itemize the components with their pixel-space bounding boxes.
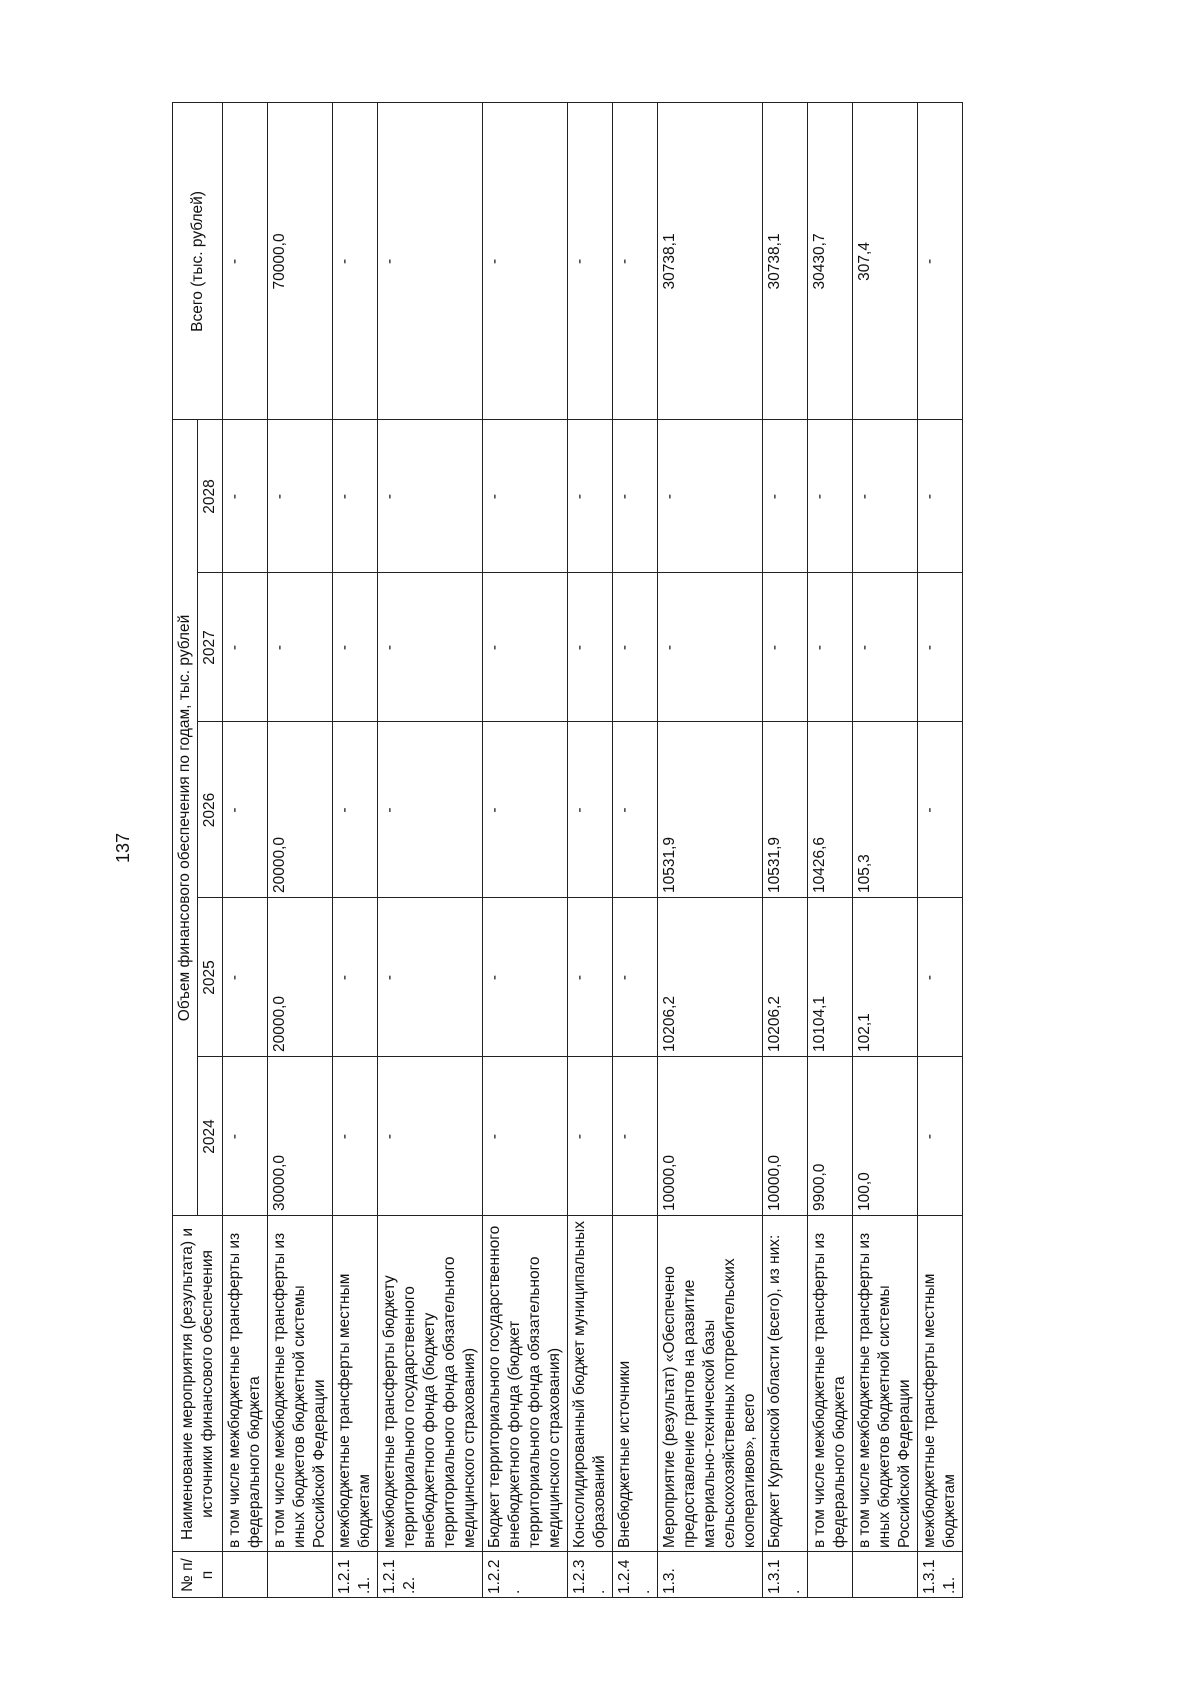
financing-table — [172, 102, 963, 1598]
header-name: Наименование мероприятия (результата) и источники финансового обеспечения — [173, 1216, 223, 1552]
row-year-value: 100,0 — [853, 1057, 918, 1216]
row-number — [808, 1552, 853, 1598]
row-year-value: - — [378, 419, 483, 572]
header-num: № п/п — [173, 1552, 223, 1598]
row-year-value: - — [658, 573, 763, 722]
row-total: - — [378, 102, 483, 419]
page-number: 137 — [113, 832, 133, 864]
row-name: Бюджет территориального государственного внебюджетного фонда (бюджет территориального фонда обязательного медицинского страхования) — [483, 1216, 568, 1552]
table-row — [268, 102, 333, 1597]
row-number: 1.2.1.1. — [333, 1552, 378, 1598]
table-row — [763, 102, 808, 1597]
header-year: 2024 — [198, 1057, 223, 1216]
row-year-value: - — [378, 1057, 483, 1216]
row-year-value: - — [483, 722, 568, 898]
row-year-value: - — [918, 722, 963, 898]
row-year-value: - — [658, 419, 763, 572]
row-name: межбюджетные трансферты местным бюджетам — [333, 1216, 378, 1552]
row-number: 1.2.2. — [483, 1552, 568, 1598]
table-row — [333, 102, 378, 1597]
header-year: 2025 — [198, 898, 223, 1057]
table-row — [483, 102, 568, 1597]
table-row — [223, 102, 268, 1597]
table-row — [568, 102, 613, 1597]
row-name: Бюджет Курганской области (всего), из них: — [763, 1216, 808, 1552]
row-year-value: - — [568, 722, 613, 898]
row-total: 30738,1 — [763, 102, 808, 419]
row-number: 1.2.1.2. — [378, 1552, 483, 1598]
row-year-value: 10531,9 — [763, 722, 808, 898]
row-name: Внебюджетные источники — [613, 1216, 658, 1552]
row-year-value: - — [613, 722, 658, 898]
row-name: в том числе межбюджетные трансферты из иных бюджетов бюджетной системы Российской Федерации — [268, 1216, 333, 1552]
row-total: - — [483, 102, 568, 419]
row-year-value: 105,3 — [853, 722, 918, 898]
row-name: межбюджетные трансферты местным бюджетам — [918, 1216, 963, 1552]
row-year-value: - — [568, 573, 613, 722]
row-year-value: - — [808, 419, 853, 572]
row-year-value: - — [333, 1057, 378, 1216]
row-year-value: - — [568, 1057, 613, 1216]
row-number: 1.3.1.1. — [918, 1552, 963, 1598]
row-year-value: - — [918, 419, 963, 572]
table-row — [808, 102, 853, 1597]
row-year-value: 10531,9 — [658, 722, 763, 898]
row-year-value: - — [268, 419, 333, 572]
row-year-value: 10426,6 — [808, 722, 853, 898]
row-year-value: - — [613, 898, 658, 1057]
row-year-value: 10000,0 — [658, 1057, 763, 1216]
row-year-value: - — [223, 1057, 268, 1216]
row-year-value: - — [483, 898, 568, 1057]
row-total: - — [918, 102, 963, 419]
row-year-value: - — [223, 898, 268, 1057]
row-year-value: - — [808, 573, 853, 722]
row-year-value: - — [918, 573, 963, 722]
row-name: Консолидированный бюджет муниципальных образований — [568, 1216, 613, 1552]
row-year-value: - — [333, 722, 378, 898]
row-total: 70000,0 — [268, 102, 333, 419]
row-year-value: - — [333, 419, 378, 572]
header-total: Всего (тыс. рублей) — [173, 102, 223, 419]
table-row — [853, 102, 918, 1597]
row-total: 30430,7 — [808, 102, 853, 419]
row-year-value: 30000,0 — [268, 1057, 333, 1216]
row-year-value: - — [268, 573, 333, 722]
row-year-value: - — [483, 573, 568, 722]
row-year-value: - — [918, 898, 963, 1057]
row-name: Мероприятие (результат) «Обеспечено предоставление грантов на развитие материально-технической базы сельскохозяйственных потребительских кооперативов», всего — [658, 1216, 763, 1552]
row-name: межбюджетные трансферты бюджету территориального государственного внебюджетного фонда (бюджету территориального фонда обязательного медицинского страхования) — [378, 1216, 483, 1552]
row-year-value: - — [378, 573, 483, 722]
row-year-value: - — [333, 898, 378, 1057]
row-total: - — [223, 102, 268, 419]
row-year-value: - — [853, 573, 918, 722]
table-row — [918, 102, 963, 1597]
row-number — [223, 1552, 268, 1598]
row-year-value: - — [763, 573, 808, 722]
row-year-value: - — [613, 573, 658, 722]
row-name: в том числе межбюджетные трансферты из федерального бюджета — [808, 1216, 853, 1552]
row-number: 1.3.1. — [763, 1552, 808, 1598]
row-year-value: - — [568, 419, 613, 572]
row-total: - — [333, 102, 378, 419]
row-number — [853, 1552, 918, 1598]
row-year-value: - — [378, 898, 483, 1057]
row-number: 1.2.4. — [613, 1552, 658, 1598]
row-name: в том числе межбюджетные трансферты из федерального бюджета — [223, 1216, 268, 1552]
table-row — [613, 102, 658, 1597]
row-number: 1.2.3. — [568, 1552, 613, 1598]
header-year: 2026 — [198, 722, 223, 898]
table-row — [658, 102, 763, 1597]
row-total: - — [568, 102, 613, 419]
row-year-value: - — [333, 573, 378, 722]
header-years-group: Объем финансового обеспечения по годам, тыс. рублей — [173, 419, 198, 1215]
table-body — [223, 102, 963, 1597]
row-year-value: 9900,0 — [808, 1057, 853, 1216]
row-year-value: - — [613, 419, 658, 572]
row-year-value: - — [763, 419, 808, 572]
row-number: 1.3. — [658, 1552, 763, 1598]
row-year-value: - — [483, 1057, 568, 1216]
row-name: в том числе межбюджетные трансферты из иных бюджетов бюджетной системы Российской Федерации — [853, 1216, 918, 1552]
row-year-value: - — [223, 419, 268, 572]
row-year-value: - — [378, 722, 483, 898]
row-year-value: 20000,0 — [268, 722, 333, 898]
row-number — [268, 1552, 333, 1598]
row-year-value: - — [223, 573, 268, 722]
row-total: 307,4 — [853, 102, 918, 419]
header-year: 2028 — [198, 419, 223, 572]
header-row-1 — [173, 102, 198, 1597]
row-year-value: 102,1 — [853, 898, 918, 1057]
row-year-value: - — [918, 1057, 963, 1216]
row-year-value: 10000,0 — [763, 1057, 808, 1216]
row-year-value: - — [483, 419, 568, 572]
row-year-value: - — [853, 419, 918, 572]
row-total: - — [613, 102, 658, 419]
table-row — [378, 102, 483, 1597]
row-year-value: - — [568, 898, 613, 1057]
row-year-value: - — [223, 722, 268, 898]
row-year-value: - — [613, 1057, 658, 1216]
row-year-value: 10206,2 — [658, 898, 763, 1057]
row-year-value: 20000,0 — [268, 898, 333, 1057]
row-year-value: 10104,1 — [808, 898, 853, 1057]
header-year: 2027 — [198, 573, 223, 722]
row-total: 30738,1 — [658, 102, 763, 419]
row-year-value: 10206,2 — [763, 898, 808, 1057]
